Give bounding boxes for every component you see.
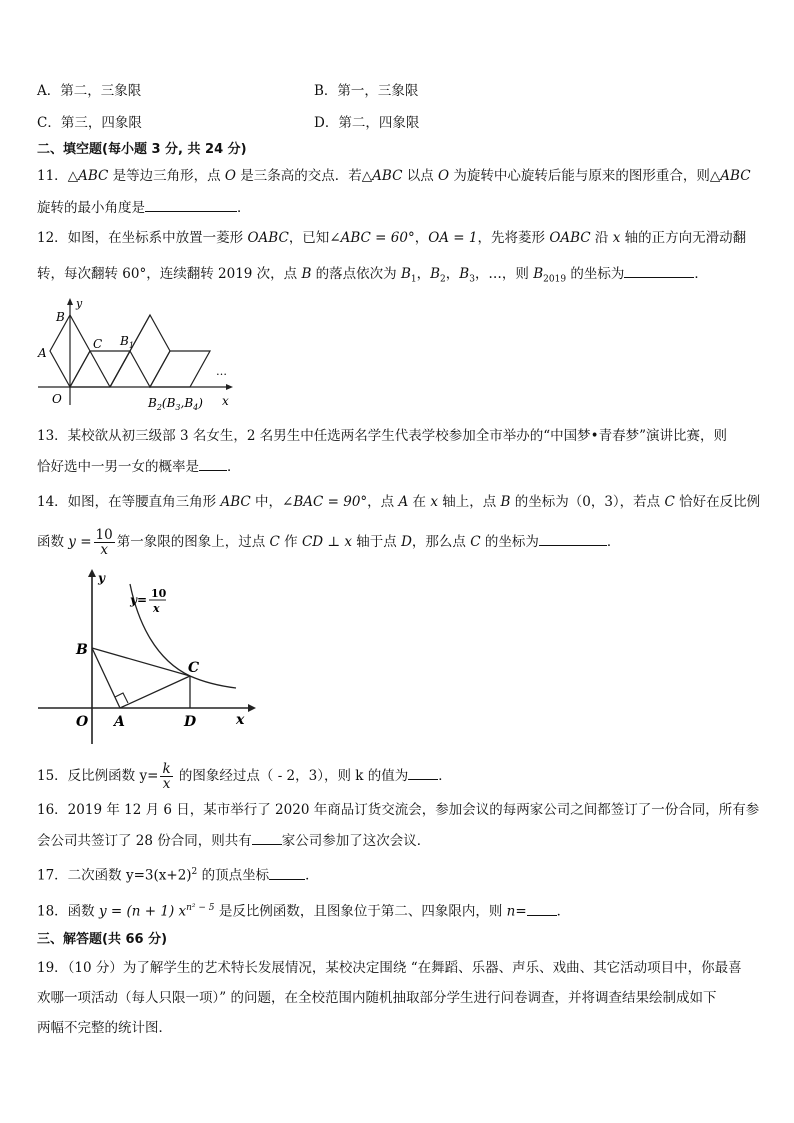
label-close: ) <box>198 396 203 410</box>
question-11-line2 <box>37 197 251 218</box>
q14-text: 作 <box>279 534 302 550</box>
segment-ba <box>92 648 120 708</box>
q15-text: 的图象经过点（ - 2，3），则 k 的值为 <box>174 768 409 784</box>
q14-math: C <box>664 494 675 510</box>
q14-text: 14．如图，在等腰直角三角形 <box>37 494 221 510</box>
q12-text: 沿 <box>590 230 613 246</box>
label-a: A <box>38 346 47 360</box>
fraction-10-over-x <box>94 528 115 557</box>
option-d: D．第二，四象限 <box>314 115 420 131</box>
segment-bc <box>92 648 190 676</box>
equation-label: y= <box>130 593 148 607</box>
q14-text: 函数 <box>37 534 69 550</box>
q11-text: 旋转的最小角度是 <box>37 200 145 216</box>
q14-math: x <box>430 494 438 510</box>
q12-text: ， <box>416 266 431 282</box>
q12-sub: 3 <box>469 274 475 285</box>
question-13-line1: 13．某校欲从初三级部 3 名女生，2 名男生中任选两名学生代表学校参加全市举办的“中国梦•青春梦”演讲比赛，则 <box>37 428 727 444</box>
q12-math: B <box>459 266 470 282</box>
label-b: B <box>56 310 65 324</box>
label-x: x <box>222 394 229 408</box>
q14-text: ，那么点 <box>411 534 471 550</box>
q11-text: 以点 <box>402 168 439 184</box>
q14-math: D <box>401 534 412 550</box>
question-11-line1 <box>37 166 751 186</box>
label-a: A <box>114 714 125 730</box>
question-16-line1: 16．2019 年 12 月 6 日，某市举行了 2020 年商品订货交流会，参加会议的每两家公司之间都签订了一份合同，所有参 <box>37 802 760 818</box>
q12-text: ， <box>414 230 429 246</box>
label-ellipsis: … <box>216 365 227 378</box>
fraction-numerator: 10 <box>95 527 113 543</box>
q11-math: △ABC <box>709 168 751 184</box>
label-b4: ,B <box>180 396 194 410</box>
q14-math: ABC <box>220 494 251 510</box>
hyperbola-figure <box>38 568 260 748</box>
question-14-line1 <box>37 492 760 512</box>
q14-text: 轴于点 <box>352 534 402 550</box>
question-18 <box>37 898 570 922</box>
q12-math: B <box>400 266 411 282</box>
q12-text: ，先将菱形 <box>477 230 550 246</box>
q17-text: 的顶点坐标 <box>197 867 270 884</box>
answer-blank[interactable] <box>199 456 227 471</box>
q18-math: n <box>506 903 516 920</box>
question-19-line1: 19．（10 分）为了解学生的艺术特长发展情况，某校决定围绕 “在舞蹈、乐器、声乐、戏曲、其它活动项目中，你最喜 <box>37 960 742 976</box>
q11-text: 11． <box>37 168 68 184</box>
q11-text: 为旋转中心旋转后能与原来的图形重合，则 <box>449 168 710 184</box>
period: ． <box>237 200 251 216</box>
label-o: O <box>76 714 89 730</box>
q12-text: 的坐标为 <box>566 266 625 282</box>
q12-math: B <box>430 266 441 282</box>
question-12-line2 <box>37 263 708 290</box>
fraction-numerator: k <box>162 761 171 777</box>
q13-text: 恰好选中一男一女的概率是 <box>37 459 199 475</box>
label-b1-letter: B <box>120 334 129 348</box>
rhombus-flip-2 <box>130 315 170 387</box>
q15-math: y= <box>139 768 159 784</box>
question-17 <box>37 862 319 886</box>
answer-blank[interactable] <box>408 765 438 780</box>
option-b: B．第一，三象限 <box>314 83 419 99</box>
equation-numerator: 10 <box>151 587 167 600</box>
q14-text: 中， <box>250 494 283 510</box>
q12-math: x <box>612 230 621 246</box>
x-axis-arrow <box>226 384 233 390</box>
label-y: y <box>76 297 83 310</box>
x-axis-arrow <box>248 704 256 712</box>
label-c: C <box>93 337 103 351</box>
label-b3: (B <box>161 396 176 410</box>
period: ． <box>305 867 319 884</box>
q12-math: B <box>301 266 312 282</box>
equation-denominator: x <box>153 602 160 615</box>
q12-math: ∠ABC = 60° <box>329 230 415 246</box>
label-b4-sub: 4 <box>193 403 199 412</box>
q14-math: CD ⊥ x <box>301 534 352 550</box>
fraction-denominator: x <box>162 776 171 792</box>
q18-text: = <box>515 903 527 920</box>
q16-text: 会公司共签订了 28 份合同，则共有 <box>37 833 252 849</box>
rhombus-edge <box>110 351 130 387</box>
label-x: x <box>236 712 245 728</box>
q18-math: y = (n + 1) x <box>98 903 187 920</box>
period: ． <box>227 459 241 475</box>
q11-text: 是等边三角形，点 <box>108 168 225 184</box>
option-c: C．第三，四象限 <box>37 115 142 131</box>
q14-text: 轴上，点 <box>437 494 501 510</box>
q12-math: B <box>533 266 544 282</box>
q14-math: ∠BAC = 90° <box>282 494 368 510</box>
q14-text: 第一象限的图象上，过点 <box>116 534 270 550</box>
q12-math: OABC <box>549 230 591 246</box>
q14-math: C <box>269 534 280 550</box>
segment-ac <box>120 676 190 708</box>
q12-text: ，已知 <box>288 230 330 246</box>
period: ． <box>694 266 708 282</box>
q17-text: 17．二次函数 y=3(x+2) <box>37 867 192 884</box>
q14-text: 恰好在反比例 <box>674 494 761 510</box>
q14-math: y = <box>68 534 92 550</box>
q14-math: C <box>470 534 481 550</box>
label-b3-sub: 3 <box>175 403 181 412</box>
question-12-line1 <box>37 228 746 248</box>
label-c: C <box>188 660 200 676</box>
question-16-line2 <box>37 830 430 851</box>
q14-math: A <box>398 494 409 510</box>
answer-blank[interactable] <box>252 830 282 845</box>
q14-math: B <box>500 494 511 510</box>
q12-math: OA = 1 <box>428 230 478 246</box>
q17-exponent: 2 <box>191 867 198 877</box>
q18-exponent: n² − 5 <box>186 903 215 913</box>
answer-blank[interactable] <box>145 197 237 212</box>
rhombus-edge <box>90 351 110 387</box>
answer-blank[interactable] <box>539 531 607 546</box>
answer-blank[interactable] <box>624 263 694 278</box>
question-14-line2 <box>37 528 620 557</box>
label-b2: B <box>148 396 157 410</box>
q16-text: 家公司参加了这次会议． <box>281 833 431 849</box>
q12-text: 12．如图，在坐标系中放置一菱形 <box>37 230 248 246</box>
q11-math: O <box>438 168 450 184</box>
q12-text: 转，每次翻转 60°，连续翻转 2019 次，点 <box>37 266 302 282</box>
q15-text: 15．反比例函数 <box>37 768 140 784</box>
q12-text: ， <box>445 266 460 282</box>
y-axis-arrow <box>67 298 73 305</box>
period: ． <box>438 768 452 784</box>
q12-text: ，…，则 <box>474 266 534 282</box>
fraction-k-over-x <box>160 762 172 791</box>
label-b2-sub: 2 <box>156 403 162 412</box>
question-15 <box>37 762 452 791</box>
q14-text: 的坐标为 <box>480 534 539 550</box>
section-heading-fill-in: 二、填空题(每小题 3 分, 共 24 分) <box>37 142 247 157</box>
rhombus-flip-3 <box>150 351 210 387</box>
q14-text: ，点 <box>367 494 399 510</box>
q12-text: 轴的正方向无滑动翻 <box>620 230 747 246</box>
section-heading-solutions: 三、解答题(共 66 分) <box>37 932 168 947</box>
label-b1-sub: 1 <box>128 341 134 350</box>
option-a: A．第二，三象限 <box>37 83 142 99</box>
question-19-line2: 欢哪一项活动（每人只限一项）” 的问题，在全校范围内随机抽取部分学生进行问卷调查，并将调查结果绘制成如下 <box>37 990 717 1006</box>
period: ． <box>556 903 571 920</box>
q12-sub: 2019 <box>543 274 567 285</box>
label-b: B <box>76 642 88 658</box>
answer-blank[interactable] <box>527 901 557 916</box>
label-d: D <box>184 714 197 730</box>
q18-text: 是反比例函数，且图象位于第二、四象限内，则 <box>214 903 507 920</box>
question-19-line3: 两幅不完整的统计图． <box>37 1020 172 1036</box>
q11-math: O <box>224 168 236 184</box>
q18-text: 18．函数 <box>37 903 99 920</box>
q12-sub: 2 <box>440 274 446 285</box>
rhombus-figure <box>30 293 250 413</box>
fraction-denominator: x <box>100 542 108 558</box>
q12-sub: 1 <box>410 274 417 285</box>
q11-math: △ABC <box>361 168 403 184</box>
period: ． <box>606 534 621 550</box>
label-y: y <box>98 571 105 585</box>
y-axis-arrow <box>88 569 96 577</box>
question-13-line2 <box>37 456 241 477</box>
q12-math: OABC <box>247 230 289 246</box>
label-b2-b3-b4 <box>147 396 203 412</box>
q12-text: 的落点依次为 <box>311 266 401 282</box>
label-o: O <box>52 392 62 406</box>
q11-text: 是三条高的交点．若 <box>236 168 362 184</box>
answer-blank[interactable] <box>269 865 305 880</box>
q14-text: 的坐标为（0，3），若点 <box>510 494 665 510</box>
q14-text: 在 <box>408 494 431 510</box>
q11-math: △ABC <box>67 168 109 184</box>
label-b1 <box>119 334 134 350</box>
